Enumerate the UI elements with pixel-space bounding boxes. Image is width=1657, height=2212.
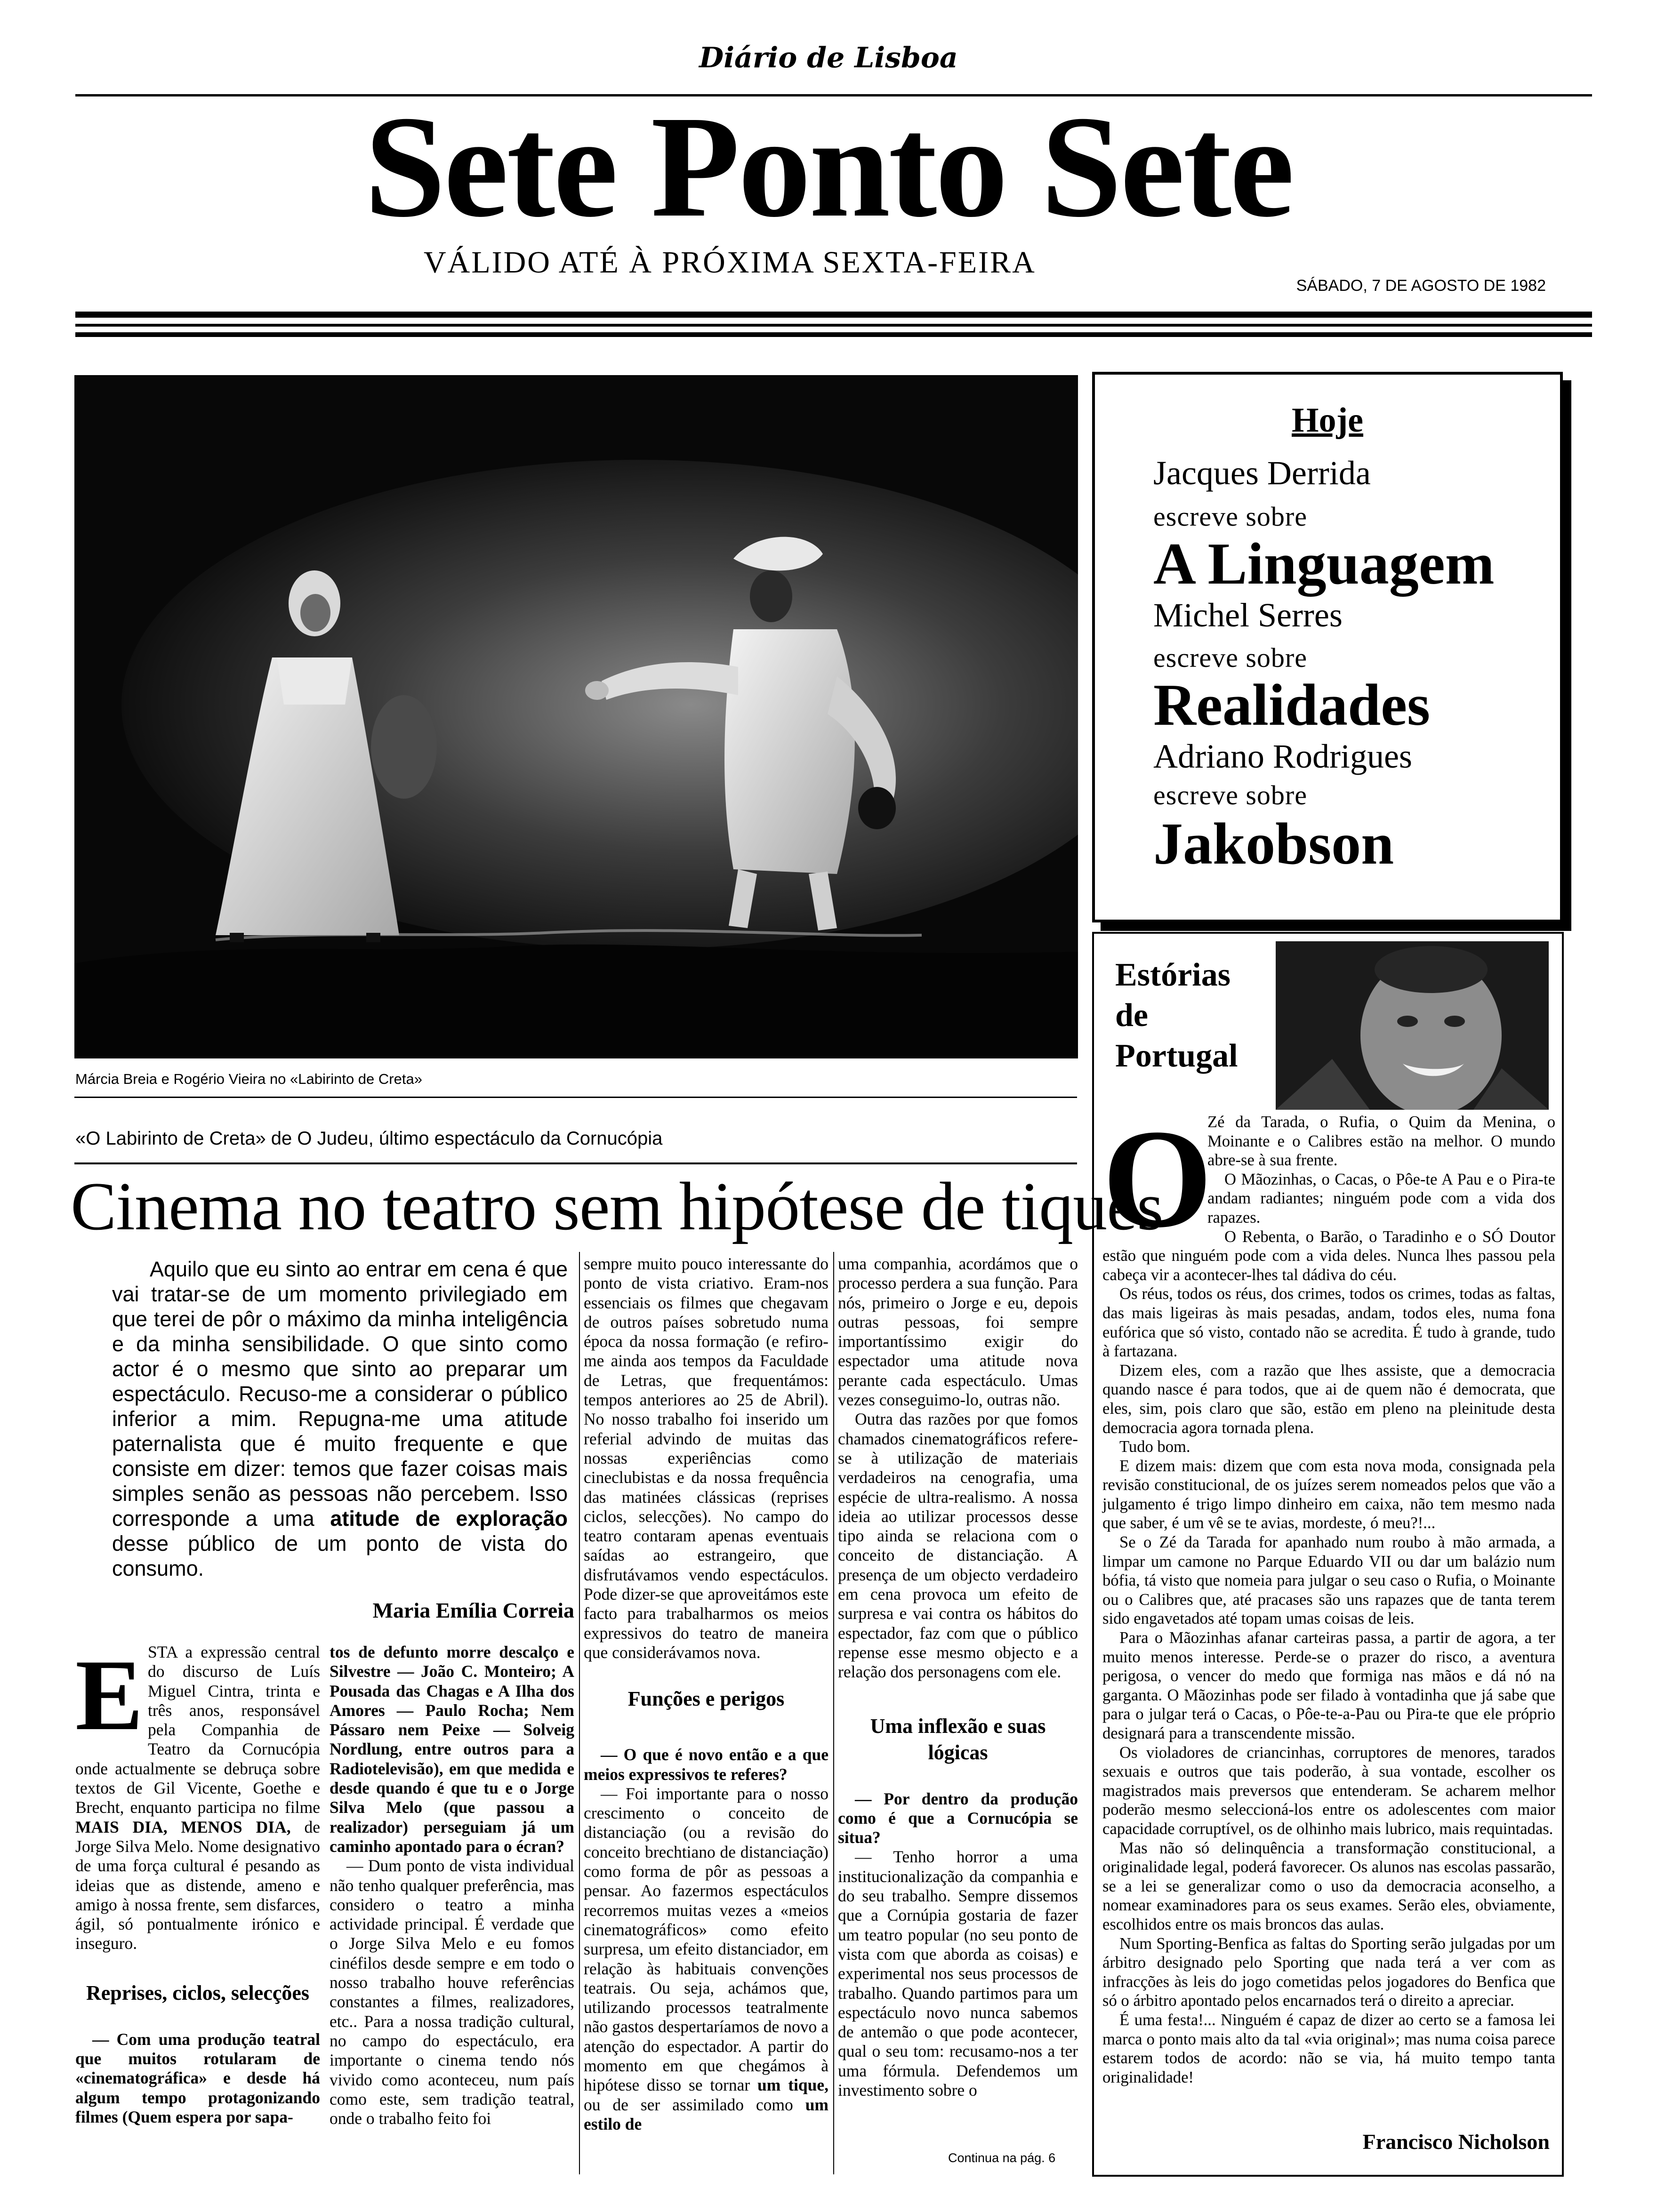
article-headline: Cinema no teatro sem hipótese de tiques bbox=[71, 1168, 1163, 1244]
estorias-dropcap: O bbox=[1102, 1100, 1213, 1257]
stage-photo-image bbox=[74, 375, 1078, 1058]
estorias-paragraph: Dizem eles, com a razão que lhes assiste, que a democracia quando nasce é para todos, que ai de quem não é democrata, que eles, sim, pois claro que são, estão em pleno na pleinitude desta democracia agora tornada plena. bbox=[1102, 1361, 1555, 1437]
estorias-paragraph: O Rebenta, o Barão, o Taradinho e o SÓ Doutor estão que ninguém pode com a vida deles. Nunca lhes passou pela cabeça vir a acontecer-lhes tal dádiva do céu. bbox=[1102, 1227, 1555, 1284]
section-title: Sete Ponto Sete bbox=[364, 86, 1293, 248]
article-byline: Maria Emília Correia bbox=[372, 1598, 574, 1622]
article-column-1 bbox=[75, 1639, 320, 2127]
article-paragraph: — Tenho horror a uma institucionalização da companhia e do seu trabalho. Sempre dissemos que a Cornúpia gostaria de fazer um teatro popular (no seu ponto de vista com que aborda as coisas) e experimental nos seus processos de trabalho. Quando partimos para um espectáculo novo nunca sabemos de antemão o que pode acontecer, qual o seu tom: recusamo-nos a ter uma fórmula. Defendemos um investimento sobre o bbox=[838, 1847, 1078, 2100]
hoje-writes: escreve sobre bbox=[1153, 642, 1307, 673]
estorias-paragraph: Os réus, todos os réus, dos crimes, todos os crimes, todas as faltas, das mais ligeiras às mais pesadas, andam, todos eles, numa fona eufórica que só visto, contado não se acredita. É tudo à grande, tudo à fartazana. bbox=[1102, 1285, 1555, 1361]
estorias-paragraph: Se o Zé da Tarada for apanhado num roubo à mão armada, a limpar um camone no Parque Eduardo VII ou dar um balázio num bófia, tá visto que nomeia para julgar o seu caso o Rufia, o Moinante ou o Calibres que, até pracases são uns rapazes que de tanta terem sido engavetados até topam umas coisas de leis. bbox=[1102, 1533, 1555, 1628]
hoje-topic: Jakobson bbox=[1153, 811, 1394, 877]
hoje-author: Michel Serres bbox=[1153, 596, 1343, 634]
hoje-author: Jacques Derrida bbox=[1153, 454, 1371, 492]
estorias-paragraph: Os violadores de criancinhas, corruptores de menores, tarados sexuais e outros que tais poderão, à sua vontade, escolher os magistrados mais preversos que entenderam. Se acharem melhor poderão mesmo seleccioná-los entre os adolescentes com maior capacidade corruptível, os de olhinho mais lubrico, mais requintadas. bbox=[1102, 1743, 1555, 1838]
interview-question: tos de defunto morre descalço e Silvestre — João C. Monteiro; A Pousada das Chagas e A Ilha dos Amores — Paulo Rocha; Nem Pássaro nem Peixe — Solveig Nordlung, entre outros para a Radiotelevisão), em que medida e desde quando é que tu e o Jorge Silva Melo (que passou a realizador) perseguiam já um caminho apontado para o écran? bbox=[330, 1643, 574, 1856]
article-paragraph: — Dum ponto de vista individual não tenho qualquer preferência, mas considero o teatro a minha actividade principal. É verdade que o Jorge Silva Melo e eu fomos cinéfilos desde sempre e em todo o nosso trabalho houve referências constantes a filmes, realizadores, etc.. Para a nossa tradição cultural, no campo do espectáculo, era importante o cinema tendo nós vivido como aconteceu, num país como este, sem tradição teatral, onde o trabalho feito foi bbox=[330, 1856, 574, 2128]
article-kicker: «O Labirinto de Creta» de O Judeu, último espectáculo da Cornucópia bbox=[75, 1128, 663, 1149]
interview-question: — Com uma produção teatral que muitos rotularam de «cinematográfica» e desde há algum tempo protagonizando filmes (Quem espera por sapa- bbox=[75, 2029, 320, 2126]
kicker-rule bbox=[74, 1162, 1077, 1164]
portrait-image bbox=[1276, 941, 1549, 1110]
estorias-paragraph: Num Sporting-Benfica as faltas do Sporting serão julgadas por um árbitro designado pelo Sporting que nada terá a ver com as infracções às leis do jogo cometidas pelos jogadores do Benfica que só o árbitro apontado pelos encarnados terá o direito a apreciar. bbox=[1102, 1934, 1555, 2010]
hoje-writes: escreve sobre bbox=[1153, 780, 1307, 810]
interview-question: — Por dentro da produção como é que a Cornucópia se situa? bbox=[838, 1789, 1078, 1847]
author-portrait bbox=[1276, 941, 1549, 1110]
column-rule bbox=[579, 1252, 580, 2174]
caption-rule bbox=[74, 1097, 1077, 1098]
hoje-writes: escreve sobre bbox=[1153, 501, 1307, 532]
estorias-box bbox=[1092, 932, 1564, 2177]
estorias-paragraph: O Mãozinhas, o Cacas, o Pôe-te A Pau e o Pira-te andam radiantes; ninguém pode com a vida dos rapazes. bbox=[1207, 1170, 1555, 1226]
article-intro: Aquilo que eu sinto ao entrar em cena é que vai tratar-se de um momento privilegiado em que terei de pôr o máximo da minha inteligência e da minha sensibilidade. O que sinto como actor é o mesmo que sinto ao preparar um espectáculo. Recuso-me a considerar o público inferior a mim. Repugna-me uma atitude paternalista que é muito frequente e que consiste em dizer: temos que fazer coisas mais simples senão as pessoas não percebem. Isso corresponde a uma atitude de exploração desse público de um ponto de vista do consumo. bbox=[112, 1257, 568, 1580]
article-column-3 bbox=[584, 1254, 828, 2134]
newspaper-flag: Diário de Lisboa bbox=[699, 41, 958, 74]
column-rule bbox=[833, 1252, 834, 2174]
header-rule-1 bbox=[75, 312, 1592, 318]
article-dropcap: E bbox=[75, 1639, 144, 1751]
article-paragraph: — Foi importante para o nosso crescimento o conceito de distanciação (ou a revisão do conceito brechtiano de distanciação) como forma de pôr as pessoas a pensar. Ao fazermos espectáculos recorremos muitas vezes a «meios cinematográficos» como efeito surpresa, um efeito distanciador, em relação às habituais convenções teatrais. Ou seja, achámos que, utilizando processos teatralmente não gastos despertaríamos de novo a atenção do espectador. A partir do momento em que chegámos à hipótese disso se tornar um tique, ou de ser assimilado como um estilo de bbox=[584, 1784, 829, 2133]
estorias-signature: Francisco Nicholson bbox=[1362, 2130, 1550, 2154]
article-column-4 bbox=[838, 1254, 1078, 2100]
stage-photo bbox=[74, 375, 1078, 1058]
subhead-funcoes: Funções e perigos bbox=[627, 1687, 785, 1711]
header-rule-2 bbox=[75, 324, 1592, 327]
subhead-inflexao: Uma inflexão e suas lógicas bbox=[870, 1714, 1046, 1764]
issue-date: SÁBADO, 7 DE AGOSTO DE 1982 bbox=[1296, 277, 1546, 295]
hoje-author: Adriano Rodrigues bbox=[1153, 737, 1412, 775]
subhead-reprises: Reprises, ciclos, selecções bbox=[86, 1981, 310, 2004]
estorias-paragraph: E dizem mais: dizem que com esta nova moda, consignada pela revisão constitucional, de os juízes serem nomeados pelos que vão a julgamento é trigo limpo dinheiro em caixa, não tem mesmo nada que saber, é um vê se te avias, mordeste, ó meu?!... bbox=[1102, 1457, 1555, 1532]
estorias-paragraph: Tudo bom. bbox=[1119, 1438, 1190, 1456]
estorias-paragraph: Para o Mãozinhas afanar carteiras passa, a partir de agora, a ter muito menos interesse. Perde-se o prazer do risco, a aventura perigosa, o vencer do medo que formiga nas mãos e dá nó na garganta. O Mãozinhas pode ser filado à vontadinha que já sabe que para o julgar terá o Cacas, o Pôe-te-a-Pau ou Pira-te que ele próprio designará para a transcendente missão. bbox=[1102, 1629, 1555, 1742]
continued-on-page: Continua na pág. 6 bbox=[948, 2151, 1056, 2165]
hoje-topic: A Linguagem bbox=[1153, 531, 1495, 597]
photo-caption: Márcia Breia e Rogério Vieira no «Labirinto de Creta» bbox=[75, 1071, 422, 1087]
interview-question: — O que é novo então e a que meios expressivos te referes? bbox=[584, 1745, 828, 1784]
estorias-title: Estórias de Portugal bbox=[1115, 957, 1238, 1074]
article-paragraph: sempre muito pouco interessante do ponto de vista criativo. Eram-nos essenciais os filmes que chegavam de outros países sobretudo numa época da nossa formação (e refiro-me ainda aos tempos da Faculdade de Letras, que frequentámos: tempos anteriores ao 25 de Abril). No nosso trabalho foi inserido um referial advindo de muitas das nossas experiências como cineclubistas e da nossa frequência das matinées clássicas (reprises ciclos, selecções). No campo do teatro contaram apenas eventuais saídas ao estrangeiro, que disfrutávamos vendo espectáculos. Pode dizer-se que aproveitámos este facto para trabalharmos os meios expressivos do teatro de maneira que considerávamos nova. bbox=[584, 1254, 828, 1662]
intro-emphasis: atitude de exploração bbox=[330, 1507, 568, 1531]
article-paragraph: STA a expressão central do discurso de Luís Miguel Cintra, trinta e três anos, responsável pela Companhia de Teatro da Cornucópia onde actualmente se debruça sobre textos de Gil Vicente, Goethe e Brecht, enquanto participa no filme MAIS DIA, MENOS DIA, de Jorge Silva Melo. Nome designativo de uma força cultural é pesando as ideias que as distende, ameno e amigo à nossa frente, sem disfarces, ágil, só pontualmente irónico e inseguro. bbox=[75, 1643, 320, 1953]
header-rule-3 bbox=[75, 332, 1592, 337]
article-paragraph: uma companhia, acordámos que o processo perdera a sua função. Para nós, primeiro o Jorge e eu, depois outras pessoas, foi sempre importantíssimo exigir do espectador uma atitude nova perante cada espectáculo. Umas vezes conseguimo-lo, outras não. bbox=[838, 1254, 1078, 1410]
estorias-paragraph: É uma festa!... Ninguém é capaz de dizer ao certo se a famosa lei marca o ponto mais alto da tal «via original»; mas numa coisa parece estarem todos de acordo: não se via, há muito tempo tanta originalidade! bbox=[1102, 2011, 1555, 2086]
estorias-text bbox=[1102, 1100, 1555, 2087]
estorias-paragraph: Zé da Tarada, o Rufia, o Quim da Menina, o Moinante e o Calibres estão na melhor. O mundo abre-se à sua frente. bbox=[1207, 1113, 1555, 1170]
hoje-box bbox=[1092, 372, 1563, 922]
article-paragraph: Outra das razões por que fomos chamados cinematográficos refere-se à utilização de materiais verdadeiros na cenografia, uma espécie de ultra-realismo. A nossa ideia ao utilizar processos desse tipo ainda se relaciona com o conceito de distanciação. A presença de um objecto verdadeiro em cena provoca um efeito de surpresa e vai contra os hábitos do espectador, faz com que o público repense esse mesmo objecto e a relação dos personagens com ele. bbox=[838, 1410, 1078, 1682]
article-column-2 bbox=[330, 1643, 574, 2128]
hoje-topic: Realidades bbox=[1153, 673, 1431, 738]
hoje-title: Hoje bbox=[1291, 401, 1364, 440]
estorias-paragraph: Mas não só delinquência a transformação constitucional, a originalidade legal, poderá favorecer. Os alunos nas escolas passarão, se a lei se generalizar como o uso da democracia aconselho, a nomear examinadores para os seus exames. Serão eles, obviamente, escolhidos entre os mais broncos das aulas. bbox=[1102, 1839, 1555, 1933]
validity-line: VÁLIDO ATÉ À PRÓXIMA SEXTA-FEIRA bbox=[424, 245, 1036, 280]
